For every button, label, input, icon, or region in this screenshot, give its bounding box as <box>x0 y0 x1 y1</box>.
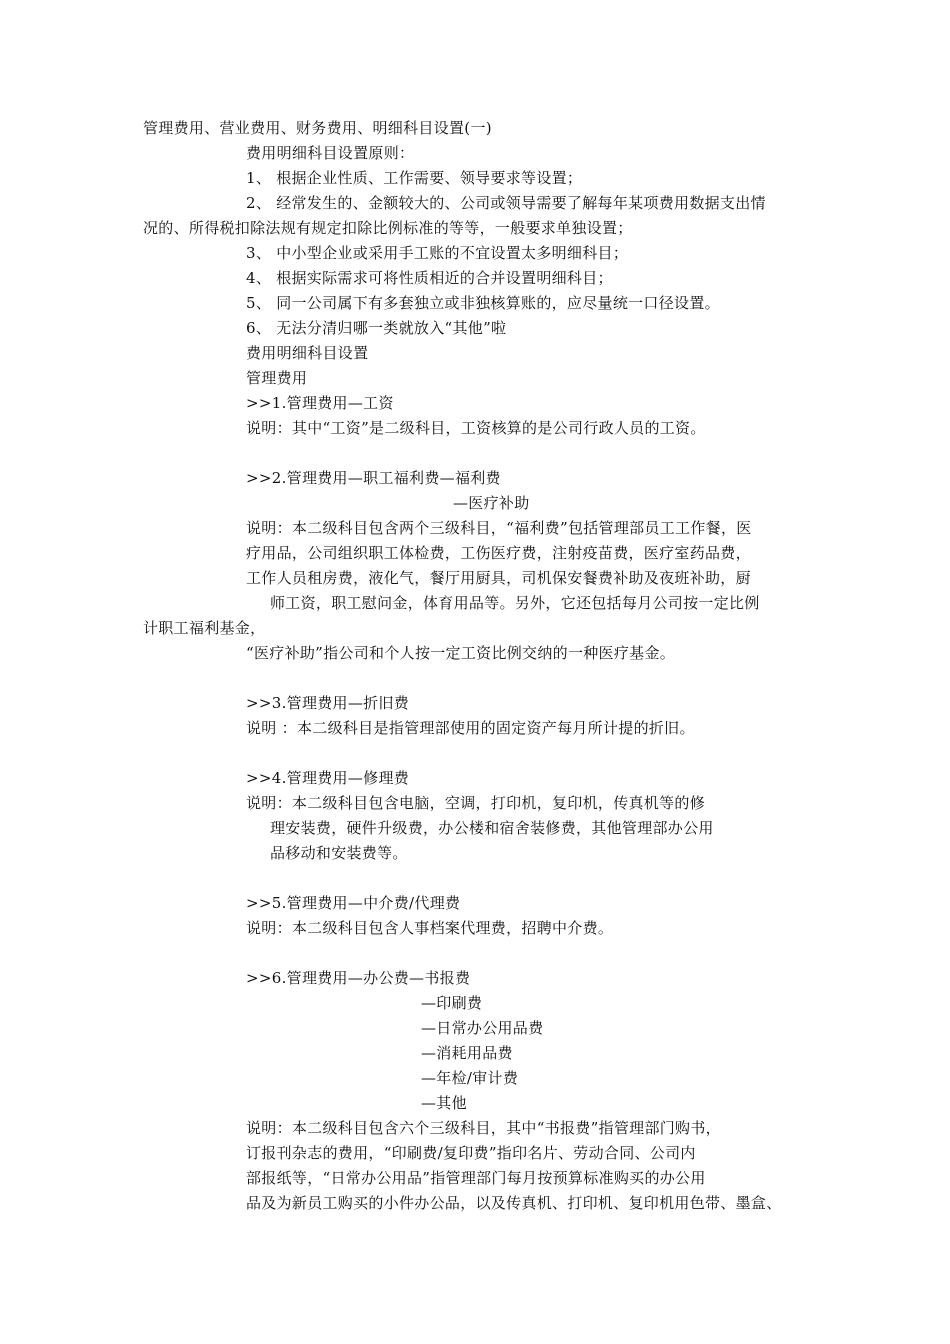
item-sub-account: —日常办公用品费 <box>421 1019 544 1037</box>
item-note: 品及为新员工购买的小件办公品，以及传真机、打印机、复印机用色带、墨盒、 <box>246 1194 782 1212</box>
principle-line: 5、 同一公司属下有多套独立或非独核算账的，应尽量统一口径设置。 <box>246 294 720 312</box>
item-sub-account: —消耗用品费 <box>421 1044 513 1062</box>
settings-heading: 费用明细科目设置 <box>246 344 369 362</box>
item-note: 品移动和安装费等。 <box>270 844 408 862</box>
item-note: 说明：本二级科目包含六个三级科目，其中“书报费”指管理部门购书， <box>246 1119 721 1137</box>
item-note: 疗用品，公司组织职工体检费，工伤医疗费，注射疫苗费，医疗室药品费， <box>246 544 751 562</box>
item-note: 订报刊杂志的费用，“印刷费/复印费”指印名片、劳动合同、公司内 <box>246 1144 696 1162</box>
item-heading: >>3.管理费用—折旧费 <box>246 694 410 712</box>
document-title: 管理费用、营业费用、财务费用、明细科目设置(一) <box>143 119 492 137</box>
item-note: 师工资，职工慰问金，体育用品等。另外，它还包括每月公司按一定比例 <box>270 594 760 612</box>
item-note: 理安装费，硬件升级费，办公楼和宿舍装修费，其他管理部办公用 <box>270 819 714 837</box>
item-note: 说明：本二级科目包含人事档案代理费，招聘中介费。 <box>246 919 614 937</box>
item-note: 说明 ：本二级科目是指管理部使用的固定资产每月所计提的折旧。 <box>246 719 695 737</box>
item-heading: >>4.管理费用—修理费 <box>246 769 410 787</box>
item-note: 说明：其中“工资”是二级科目，工资核算的是公司行政人员的工资。 <box>246 419 706 437</box>
item-heading: >>5.管理费用—中介费/代理费 <box>246 894 461 912</box>
item-note: 部报纸等，“日常办公用品”指管理部门每月按预算标准购买的办公用 <box>246 1169 706 1187</box>
item-sub-account: —年检/审计费 <box>421 1069 519 1087</box>
principle-line: 6、 无法分清归哪一类就放入“其他”啦 <box>246 319 507 337</box>
principle-line: 况的、所得税扣除法规有规定扣除比例标准的等等，一般要求单独设置； <box>143 219 633 237</box>
item-heading: >>6.管理费用—办公费—书报费 <box>246 969 471 987</box>
item-note: 工作人员租房费，液化气，餐厅用厨具，司机保安餐费补助及夜班补助，厨 <box>246 569 751 587</box>
item-sub-account: —医疗补助 <box>453 494 530 512</box>
principle-line: 3、 中小型企业或采用手工账的不宜设置太多明细科目； <box>246 244 629 262</box>
principle-line: 1、 根据企业性质、工作需要、领导要求等设置； <box>246 169 583 187</box>
principle-line: 2、 经常发生的、金额较大的、公司或领导需要了解每年某项费用数据支出情 <box>246 194 766 212</box>
item-sub-account: —其他 <box>421 1094 467 1112</box>
item-heading: >>1.管理费用—工资 <box>246 394 394 412</box>
item-note: 计职工福利基金， <box>143 619 266 637</box>
principle-line: 4、 根据实际需求可将性质相近的合并设置明细科目； <box>246 269 613 287</box>
item-sub-account: —印刷费 <box>421 994 483 1012</box>
item-heading: >>2.管理费用—职工福利费—福利费 <box>246 469 501 487</box>
item-note: 说明：本二级科目包含电脑，空调，打印机，复印机，传真机等的修 <box>246 794 706 812</box>
category-heading: 管理费用 <box>246 369 308 387</box>
item-note: “医疗补助”指公司和个人按一定工资比例交纳的一种医疗基金。 <box>246 644 676 662</box>
principles-heading: 费用明细科目设置原则： <box>246 144 415 162</box>
item-note: 说明：本二级科目包含两个三级科目，“福利费”包括管理部员工工作餐，医 <box>246 519 752 537</box>
